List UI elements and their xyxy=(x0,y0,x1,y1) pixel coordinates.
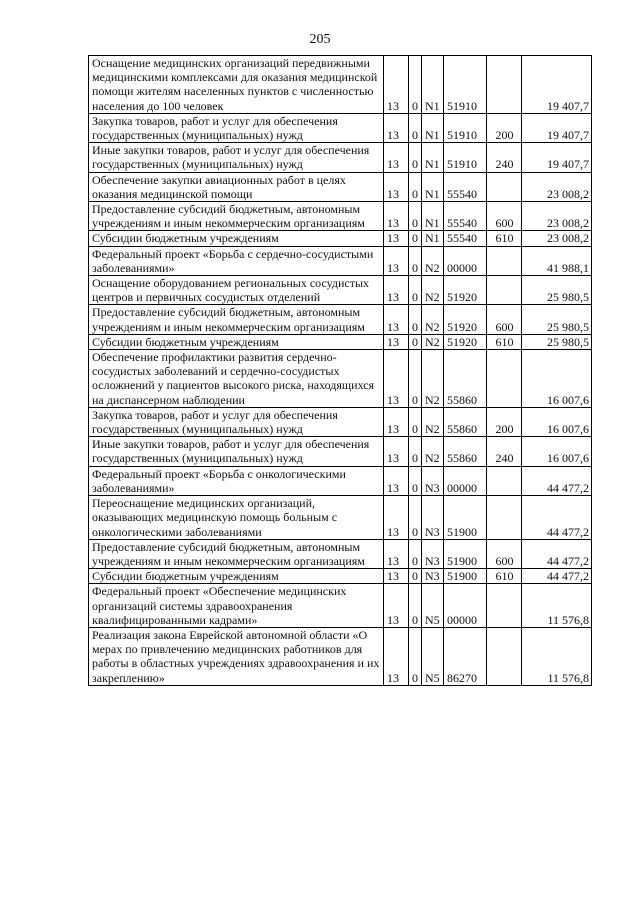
expense-type-code xyxy=(487,350,522,408)
expense-type-code: 600 xyxy=(487,305,522,334)
subprogram-code: 0 xyxy=(409,350,422,408)
subprogram-code: 0 xyxy=(409,407,422,436)
expense-type-code xyxy=(487,56,522,114)
amount: 41 988,1 xyxy=(522,246,592,275)
table-row xyxy=(89,246,592,275)
amount: 25 980,5 xyxy=(522,276,592,305)
expense-type-code: 610 xyxy=(487,569,522,584)
subprogram-code: 0 xyxy=(409,496,422,540)
direction-code: 00000 xyxy=(444,584,487,628)
expense-type-code xyxy=(487,496,522,540)
expense-type-code: 600 xyxy=(487,202,522,231)
direction-code: 51900 xyxy=(444,569,487,584)
subprogram-code: 0 xyxy=(409,305,422,334)
project-code: N2 xyxy=(422,246,444,275)
subprogram-code: 0 xyxy=(409,143,422,172)
program-code: 13 xyxy=(384,246,409,275)
row-name: Закупка товаров, работ и услуг для обеспечения государственных (муниципальных) нужд xyxy=(89,113,384,142)
table-row xyxy=(89,231,592,246)
table-row xyxy=(89,276,592,305)
expense-type-code xyxy=(487,627,522,685)
amount: 16 007,6 xyxy=(522,350,592,408)
expense-type-code xyxy=(487,584,522,628)
amount: 16 007,6 xyxy=(522,407,592,436)
direction-code: 51920 xyxy=(444,334,487,349)
amount: 44 477,2 xyxy=(522,539,592,568)
direction-code: 51900 xyxy=(444,496,487,540)
subprogram-code: 0 xyxy=(409,202,422,231)
subprogram-code: 0 xyxy=(409,466,422,495)
table-row xyxy=(89,539,592,568)
row-name: Федеральный проект «Борьба с сердечно-сосудистыми заболеваниями» xyxy=(89,246,384,275)
amount: 11 576,8 xyxy=(522,627,592,685)
direction-code: 51920 xyxy=(444,305,487,334)
table-row xyxy=(89,627,592,685)
direction-code: 55540 xyxy=(444,231,487,246)
table-row xyxy=(89,496,592,540)
subprogram-code: 0 xyxy=(409,584,422,628)
table-row xyxy=(89,584,592,628)
program-code: 13 xyxy=(384,569,409,584)
subprogram-code: 0 xyxy=(409,569,422,584)
direction-code: 51910 xyxy=(444,113,487,142)
table-row xyxy=(89,202,592,231)
project-code: N3 xyxy=(422,466,444,495)
subprogram-code: 0 xyxy=(409,172,422,201)
table-row xyxy=(89,437,592,466)
subprogram-code: 0 xyxy=(409,246,422,275)
expense-type-code xyxy=(487,276,522,305)
expense-type-code: 610 xyxy=(487,231,522,246)
program-code: 13 xyxy=(384,437,409,466)
direction-code: 86270 xyxy=(444,627,487,685)
program-code: 13 xyxy=(384,407,409,436)
program-code: 13 xyxy=(384,350,409,408)
row-name: Иные закупки товаров, работ и услуг для обеспечения государственных (муниципальных) нужд xyxy=(89,143,384,172)
project-code: N1 xyxy=(422,202,444,231)
amount: 19 407,7 xyxy=(522,56,592,114)
row-name: Переоснащение медицинских организаций, оказывающих медицинскую помощь больным с онкологическими заболеваниями xyxy=(89,496,384,540)
subprogram-code: 0 xyxy=(409,334,422,349)
row-name: Обеспечение закупки авиационных работ в целях оказания медицинской помощи xyxy=(89,172,384,201)
row-name: Оснащение медицинских организаций передвижными медицинскими комплексами для оказания медицинской помощи жителям населенных пунктов с численностью населения до 100 человек xyxy=(89,56,384,114)
direction-code: 51910 xyxy=(444,143,487,172)
amount: 19 407,7 xyxy=(522,113,592,142)
table-row xyxy=(89,143,592,172)
project-code: N3 xyxy=(422,569,444,584)
row-name: Предоставление субсидий бюджетным, автономным учреждениям и иным некоммерческим организациям xyxy=(89,202,384,231)
row-name: Закупка товаров, работ и услуг для обеспечения государственных (муниципальных) нужд xyxy=(89,407,384,436)
project-code: N2 xyxy=(422,407,444,436)
project-code: N2 xyxy=(422,334,444,349)
program-code: 13 xyxy=(384,143,409,172)
direction-code: 55540 xyxy=(444,172,487,201)
amount: 11 576,8 xyxy=(522,584,592,628)
project-code: N2 xyxy=(422,437,444,466)
row-name: Субсидии бюджетным учреждениям xyxy=(89,231,384,246)
project-code: N5 xyxy=(422,627,444,685)
amount: 19 407,7 xyxy=(522,143,592,172)
program-code: 13 xyxy=(384,539,409,568)
amount: 23 008,2 xyxy=(522,202,592,231)
program-code: 13 xyxy=(384,202,409,231)
table-row xyxy=(89,407,592,436)
table-row xyxy=(89,334,592,349)
expense-type-code: 200 xyxy=(487,113,522,142)
subprogram-code: 0 xyxy=(409,276,422,305)
expense-type-code xyxy=(487,246,522,275)
direction-code: 00000 xyxy=(444,246,487,275)
row-name: Обеспечение профилактики развития сердечно-сосудистых заболеваний и сердечно-сосудистых осложнений у пациентов высокого риска, находящихся на диспансерном наблюдении xyxy=(89,350,384,408)
direction-code: 55860 xyxy=(444,350,487,408)
page-number: 205 xyxy=(309,32,331,47)
expense-type-code: 600 xyxy=(487,539,522,568)
program-code: 13 xyxy=(384,305,409,334)
direction-code: 51900 xyxy=(444,539,487,568)
row-name: Федеральный проект «Борьба с онкологическими заболеваниями» xyxy=(89,466,384,495)
project-code: N2 xyxy=(422,350,444,408)
program-code: 13 xyxy=(384,466,409,495)
table-row xyxy=(89,56,592,114)
expense-type-code xyxy=(487,466,522,495)
project-code: N2 xyxy=(422,305,444,334)
project-code: N3 xyxy=(422,539,444,568)
program-code: 13 xyxy=(384,231,409,246)
row-name: Субсидии бюджетным учреждениям xyxy=(89,569,384,584)
table-row xyxy=(89,569,592,584)
program-code: 13 xyxy=(384,334,409,349)
table-row xyxy=(89,466,592,495)
direction-code: 00000 xyxy=(444,466,487,495)
project-code: N3 xyxy=(422,496,444,540)
direction-code: 55860 xyxy=(444,437,487,466)
amount: 25 980,5 xyxy=(522,334,592,349)
row-name: Предоставление субсидий бюджетным, автономным учреждениям и иным некоммерческим организациям xyxy=(89,305,384,334)
table-row xyxy=(89,113,592,142)
program-code: 13 xyxy=(384,627,409,685)
amount: 44 477,2 xyxy=(522,496,592,540)
row-name: Федеральный проект «Обеспечение медицинских организаций системы здравоохранения квалифицированными кадрами» xyxy=(89,584,384,628)
program-code: 13 xyxy=(384,276,409,305)
program-code: 13 xyxy=(384,496,409,540)
subprogram-code: 0 xyxy=(409,56,422,114)
expense-type-code: 240 xyxy=(487,143,522,172)
budget-table-body xyxy=(89,56,592,686)
row-name: Оснащение оборудованием региональных сосудистых центров и первичных сосудистых отделений xyxy=(89,276,384,305)
program-code: 13 xyxy=(384,56,409,114)
budget-table xyxy=(88,55,592,686)
table-row xyxy=(89,305,592,334)
amount: 44 477,2 xyxy=(522,466,592,495)
amount: 44 477,2 xyxy=(522,569,592,584)
program-code: 13 xyxy=(384,113,409,142)
subprogram-code: 0 xyxy=(409,231,422,246)
direction-code: 55860 xyxy=(444,407,487,436)
amount: 16 007,6 xyxy=(522,437,592,466)
direction-code: 51910 xyxy=(444,56,487,114)
expense-type-code xyxy=(487,172,522,201)
subprogram-code: 0 xyxy=(409,627,422,685)
subprogram-code: 0 xyxy=(409,113,422,142)
expense-type-code: 200 xyxy=(487,407,522,436)
project-code: N5 xyxy=(422,584,444,628)
direction-code: 51920 xyxy=(444,276,487,305)
project-code: N1 xyxy=(422,56,444,114)
expense-type-code: 240 xyxy=(487,437,522,466)
row-name: Предоставление субсидий бюджетным, автономным учреждениям и иным некоммерческим организациям xyxy=(89,539,384,568)
table-row xyxy=(89,172,592,201)
project-code: N1 xyxy=(422,172,444,201)
amount: 23 008,2 xyxy=(522,231,592,246)
amount: 25 980,5 xyxy=(522,305,592,334)
project-code: N1 xyxy=(422,113,444,142)
subprogram-code: 0 xyxy=(409,539,422,568)
row-name: Реализация закона Еврейской автономной области «О мерах по привлечению медицинских работников для работы в областных учреждениях здравоохранения и их закреплению» xyxy=(89,627,384,685)
project-code: N1 xyxy=(422,231,444,246)
amount: 23 008,2 xyxy=(522,172,592,201)
program-code: 13 xyxy=(384,172,409,201)
row-name: Субсидии бюджетным учреждениям xyxy=(89,334,384,349)
project-code: N2 xyxy=(422,276,444,305)
program-code: 13 xyxy=(384,584,409,628)
row-name: Иные закупки товаров, работ и услуг для обеспечения государственных (муниципальных) нужд xyxy=(89,437,384,466)
table-row xyxy=(89,350,592,408)
subprogram-code: 0 xyxy=(409,437,422,466)
expense-type-code: 610 xyxy=(487,334,522,349)
direction-code: 55540 xyxy=(444,202,487,231)
project-code: N1 xyxy=(422,143,444,172)
